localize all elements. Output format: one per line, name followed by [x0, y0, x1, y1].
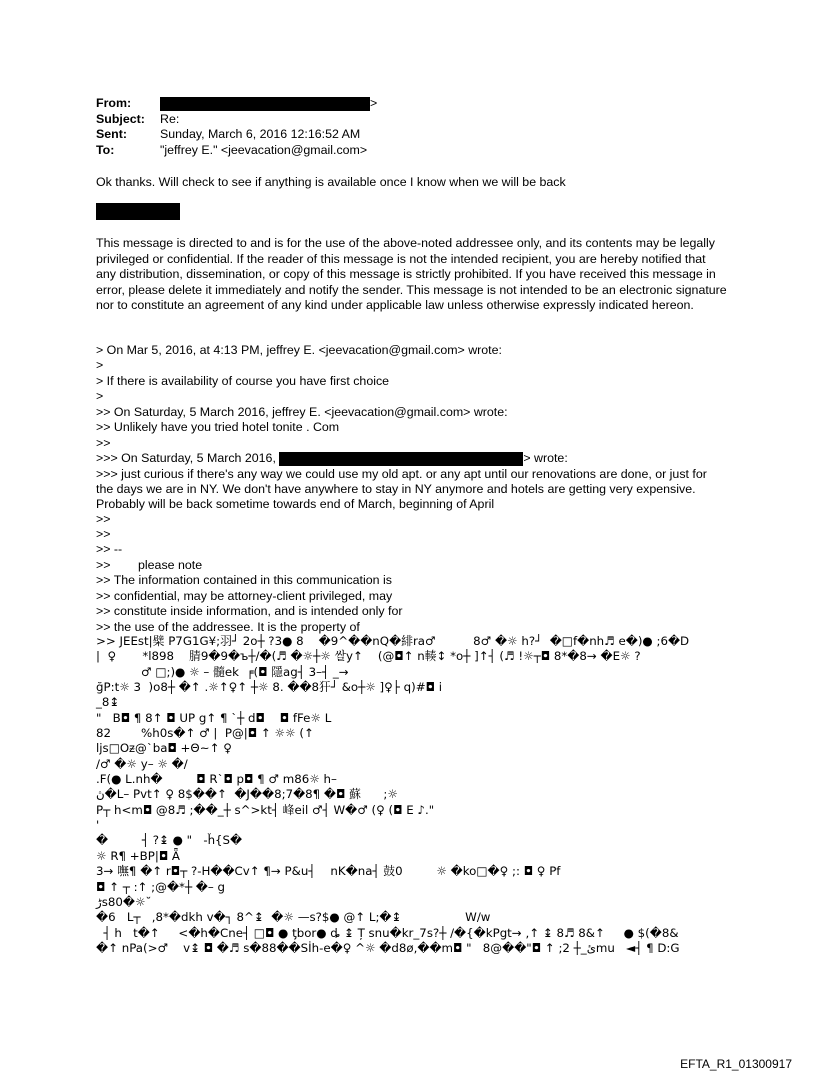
- to-row: [96, 143, 377, 159]
- document-id-footer: EFTA_R1_01300917: [680, 1057, 792, 1071]
- garbled-line: ğP:t☼ 3 )o8┼ �↑ .☼↑♀↑ ┼☼ 8. ��8犴┘ &o┼☼ ]♀├ q)#◘ i: [96, 680, 442, 695]
- to-value: "jeffrey E." <jeevacation@gmail.com>: [160, 142, 368, 157]
- garbled-line: 3→ 嘸¶ �↑ r◘┬ ?-H��Cv↑ ¶→ P&u┤ nK�na┤ 鼓0 ☼ �ko□�♀ ;: ◘ ♀ Pf: [96, 864, 561, 879]
- garbled-line: 82 %h0s�↑ ♂ | P@|◘ ↑ ☼☼ (↑: [96, 726, 314, 741]
- sent-label: Sent:: [96, 127, 127, 141]
- garbled-line: ♂ □;)● ☼ – 髓ek ╒(◘ 隱ag┤ 3–┤ _→: [96, 664, 349, 679]
- email-header: [96, 96, 377, 158]
- quoted-line: >> On Saturday, 5 March 2016, jeffrey E. <jeevacation@gmail.com> wrote:: [96, 404, 508, 419]
- garbled-line: �6 L┬ ,8*�dkh v�┐ 8^↨ �☼ —s?$● @↑ L;�↨ W/w: [96, 910, 491, 925]
- quoted-line: >> constitute inside information, and is intended only for: [96, 604, 403, 619]
- garbled-line: | ♀ *l898 腈9�9�ъ┼/�(♬ �☼┼☼ 쌀y↑ (@◘↑ n輳↕ *o┼ ]↑┤ (♬ !☼┬◘ 8*�8→ �E☼ ?: [96, 649, 641, 664]
- quoted-line: >: [96, 389, 104, 404]
- quoted-line: >: [96, 358, 104, 373]
- garbled-line: ☼ R¶ +BP|◘ Ǟ: [96, 848, 180, 863]
- from-label: From:: [96, 96, 132, 110]
- quoted-line: >>: [96, 511, 111, 526]
- quoted-paragraph: >>> just curious if there's any way we could use my old apt. or any apt until our renovations are done, or just for the days we are in NY. We don't have anywhere to stay in NY anymore and hotels are getting very expensive. Probably will be back sometime towards end of March, beginning of April: [96, 466, 707, 511]
- quoted-line: >> please note: [96, 557, 203, 572]
- quoted-line: >> --: [96, 542, 123, 557]
- quoted-line: >> The information contained in this communication is: [96, 573, 392, 588]
- redaction-block: [160, 97, 370, 111]
- garbled-line: ڑs80�☼˘: [96, 894, 152, 909]
- sent-row: [96, 127, 377, 143]
- redaction-block: [279, 452, 523, 466]
- garbled-line: _8↨: [96, 695, 120, 710]
- garbled-encoded-text: [96, 634, 736, 956]
- garbled-line: >> JEEst|檗 P7G1G¥;羽┘ 2o┼ ?3● 8 �9^��nQ�緋ra♂ 8♂ �☼ h?┘ �□f�nh♬ e�)● ;6�D: [96, 634, 690, 648]
- sent-value: Sunday, March 6, 2016 12:16:52 AM: [160, 127, 361, 141]
- from-value: >: [160, 96, 377, 112]
- subject-row: [96, 112, 377, 128]
- signature-redaction: [96, 203, 180, 220]
- garbled-line: ': [96, 818, 100, 833]
- garbled-line: �↑ nPa(>♂ v↨ ◘ �♬ s�88��Sİh-e�♀ ^☼ �d8ø,��m◘ " 8@��"◘ ↑ ;ئ_┼ 2mu ◄┤ ¶ D:G: [96, 940, 680, 955]
- disclaimer-paragraph: This message is directed to and is for the use of the above-noted addressee only, and its contents may be legally privileged or confidential. If the reader of this message is not the intended recipient, you are hereby notified that any distribution, dissemination, or copy of this message is strictly prohibited. If you have received this message in error, please delete it immediately and notify the sender. This message is not intended to be an electronic signature nor to constitute an agreement of any kind under applicable law unless otherwise expressly indicated hereon.: [96, 236, 727, 313]
- quoted-line: >>: [96, 526, 111, 541]
- quoted-line: > On Mar 5, 2016, at 4:13 PM, jeffrey E. <jeevacation@gmail.com> wrote:: [96, 343, 502, 357]
- garbled-line: .F(● L.nh� ◘ R`◘ p◘ ¶ ♂ m86☼ h–: [96, 772, 337, 787]
- garbled-line: ◘ ↑ ┬ :↑ ;@�*┼ �– g: [96, 879, 226, 894]
- garbled-line: ڽ�L– Pvt↑ ♀ 8$��↑ �J��8;7�8¶ �◘ 蘇 ;☼: [96, 787, 398, 802]
- garbled-line: ┤ h t�↑ <�h�Cne┤ □◘ ● ƫbor● ȡ ↨ Ț snu�kr_7s?┼ /�{�kPgt→ ,↑ ↨ 8♬ 8&↑ ● $(�8&: [96, 925, 679, 940]
- message-body: Ok thanks. Will check to see if anything is available once I know when we will be back: [96, 175, 566, 189]
- garbled-line: P┬ h<m◘ @8♬ ;��_┼ s^>kt┤ 峰eil ♂┤ W�♂ (♀ (◘ E ♪.": [96, 802, 435, 817]
- garbled-line: ljs□Oᵶ@`ba◘ +Θ~↑ ♀: [96, 741, 232, 756]
- to-label: To:: [96, 142, 115, 157]
- subject-value: Re:: [160, 111, 180, 126]
- quoted-line: >>: [96, 435, 111, 450]
- quoted-line: > If there is availability of course you have first choice: [96, 373, 390, 388]
- quoted-line: >> the use of the addressee. It is the property of: [96, 619, 360, 634]
- garbled-line: /♂ �☼ y– ☼ �/: [96, 756, 188, 771]
- quoted-line-redacted: >>> On Saturday, 5 March 2016, > wrote:: [96, 451, 568, 466]
- garbled-line: " B◘ ¶ 8↑ ◘ UP g↑ ¶ `┼ d◘ ◘ fFe☼ L: [96, 710, 332, 725]
- quoted-thread: [96, 343, 736, 635]
- garbled-line: � ┤ ?↨ ● " -ȟ{S�: [96, 833, 243, 848]
- subject-label: Subject:: [96, 111, 145, 126]
- quoted-line: >> confidential, may be attorney-client privileged, may: [96, 588, 393, 603]
- from-row: [96, 96, 377, 112]
- quoted-line: >> Unlikely have you tried hotel tonite . Com: [96, 420, 340, 435]
